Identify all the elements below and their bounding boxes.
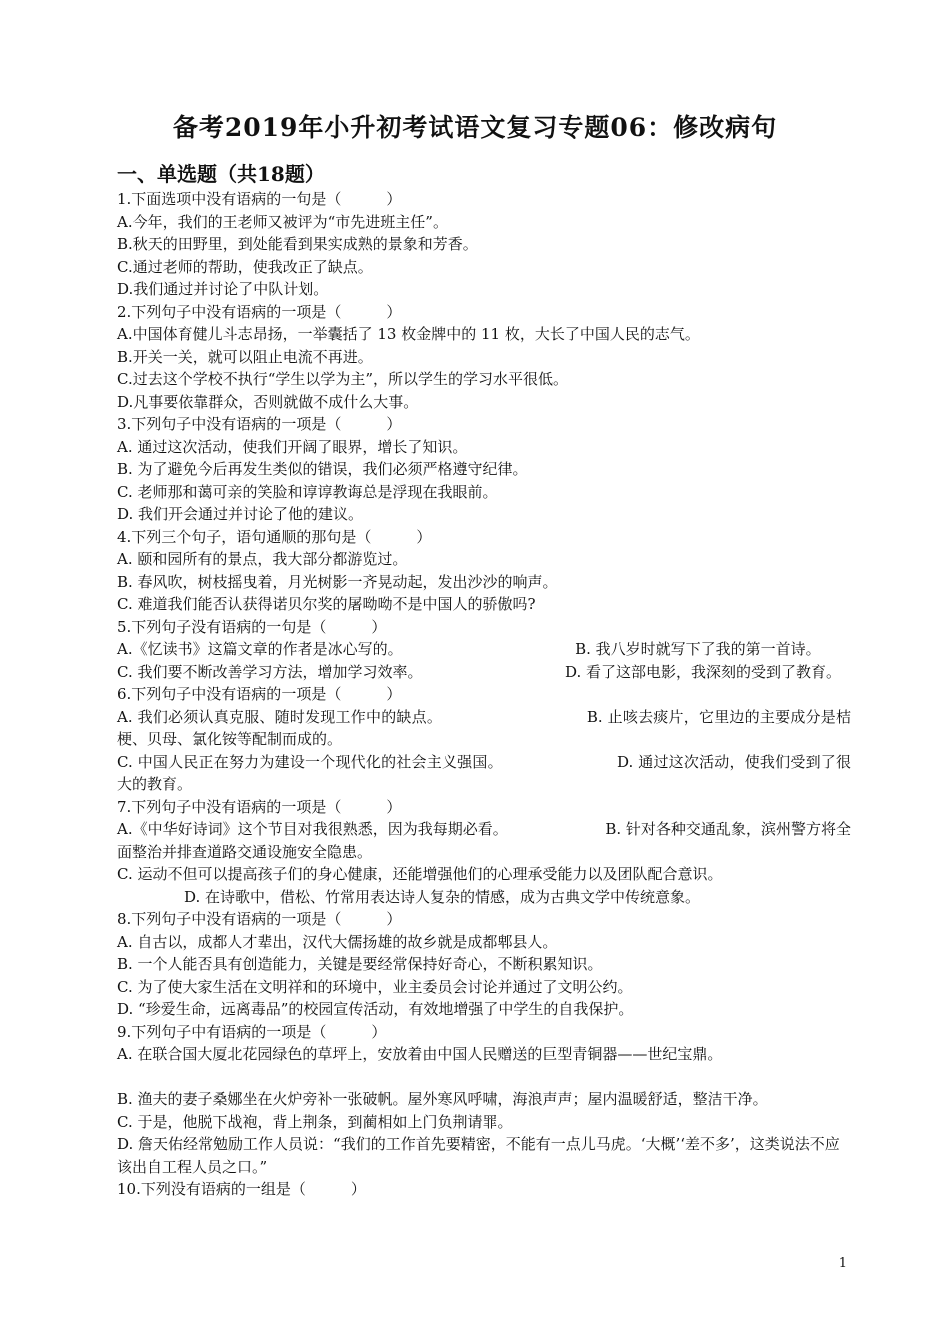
question-7-option-d: D. 在诗歌中，借松、竹常用表达诗人复杂的情感，成为古典文学中传统意象。	[184, 887, 701, 906]
question-9-option-c: C. 于是，他脱下战袍，背上荆条，到蔺相如上门负荆请罪。	[117, 1112, 513, 1131]
question-8-option-b: B. 一个人能否具有创造能力，关键是要经常保持好奇心，不断积累知识。	[117, 955, 603, 973]
page-number: 1	[838, 1256, 847, 1271]
question-1-option-a: A.今年，我们的王老师又被评为“市先进班主任”。	[117, 212, 448, 231]
question-9-option-a: A. 在联合国大厦北花园绿色的草坪上，安放着由中国人民赠送的巨型青铜器——世纪宝鼎。	[117, 1045, 723, 1063]
question-7-option-c: C. 运动不但可以提高孩子们的身心健康，还能增强他们的心理承受能力以及团队配合意识。	[117, 865, 723, 883]
question-1-option-c: C.通过老师的帮助，使我改正了缺点。	[117, 257, 373, 276]
question-9-option-b: B. 渔夫的妻子桑娜坐在火炉旁补一张破帆。屋外寒风呼啸，海浪声声；屋内温暖舒适，整洁干净。	[117, 1090, 768, 1108]
question-3-option-c: C. 老师那和蔼可亲的笑脸和谆谆教诲总是浮现在我眼前。	[117, 482, 498, 501]
question-3-stem: 3.下列句子中没有语病的一项是（ ）	[117, 415, 402, 433]
question-8-option-c: C. 为了使大家生活在文明祥和的环境中，业主委员会讨论并通过了文明公约。	[117, 977, 633, 996]
question-2-option-c: C.过去这个学校不执行“学生以学为主”，所以学生的学习水平很低。	[117, 370, 569, 388]
question-8-option-a: A. 自古以，成都人才辈出，汉代大儒扬雄的故乡就是成都郫县人。	[117, 932, 558, 951]
question-6-stem: 6.下列句子中没有语病的一项是（ ）	[117, 685, 402, 703]
question-5-stem: 5.下列句子没有语病的一句是（ ）	[117, 617, 387, 636]
question-3-option-a: A. 通过这次活动，使我们开阔了眼界，增长了知识。	[117, 437, 468, 456]
blank-line	[117, 1066, 851, 1089]
question-5-options-ab: A.《忆读书》这篇文章的作者是冰心写的。 B. 我八岁时就写下了我的第一首诗。	[117, 640, 821, 658]
question-4-option-a: A. 颐和园所有的景点，我大部分都游览过。	[117, 550, 408, 568]
question-2-option-b: B.开关一关，就可以阻止电流不再进。	[117, 347, 373, 366]
question-8-stem: 8.下列句子中没有语病的一项是（ ）	[117, 910, 402, 928]
question-7-options-ab: A.《中华好诗词》这个节目对我很熟悉，因为我每期必看。 B. 针对各种交通乱象，滨州警方将全面整治并排查道路交通设施安全隐患。	[117, 820, 851, 861]
question-1-option-b: B.秋天的田野里，到处能看到果实成熟的景象和芳香。	[117, 235, 478, 253]
question-3-option-b: B. 为了避免今后再发生类似的错误，我们必须严格遵守纪律。	[117, 460, 528, 478]
question-6-options-ab: A. 我们必须认真克服、随时发现工作中的缺点。 B. 止咳去痰片，它里边的主要成分是桔梗、贝母、氯化铵等配制而成的。	[117, 707, 851, 748]
section-heading: 一、单选题（共18题）	[117, 162, 325, 186]
question-6-options-cd: C. 中国人民正在努力为建设一个现代化的社会主义强国。 D. 通过这次活动，使我们受到了很大的教育。	[117, 752, 851, 793]
question-4-stem: 4.下列三个句子，语句通顺的那句是（ ）	[117, 527, 432, 546]
question-2-option-d: D.凡事要依靠群众，否则就做不成什么大事。	[117, 392, 419, 411]
page-title: 备考2019年小升初考试语文复习专题06：修改病句	[172, 113, 778, 142]
question-7-stem: 7.下列句子中没有语病的一项是（ ）	[117, 797, 402, 816]
question-8-option-d: D. “珍爱生命，远离毒品”的校园宣传活动，有效地增强了中学生的自我保护。	[117, 1000, 634, 1018]
question-4-option-b: B. 春风吹，树枝摇曳着，月光树影一齐晃动起，发出沙沙的响声。	[117, 572, 558, 591]
question-3-option-d: D. 我们开会通过并讨论了他的建议。	[117, 505, 364, 523]
question-1-option-d: D.我们通过并讨论了中队计划。	[117, 280, 329, 298]
question-10-stem: 10.下列没有语病的一组是（ ）	[117, 1180, 366, 1198]
question-5-options-cd: C. 我们要不断改善学习方法，增加学习效率。 D. 看了这部电影，我深刻的受到了教育。	[117, 662, 842, 681]
question-9-option-d: D. 詹天佑经常勉励工作人员说：“我们的工作首先要精密，不能有一点儿马虎。‘大概’‘差不多’，这类说法不应该出自工程人员之口。”	[117, 1135, 840, 1176]
question-list	[117, 188, 851, 1201]
question-1-stem: 1.下面选项中没有语病的一句是（ ）	[117, 190, 402, 208]
question-2-option-a: A.中国体育健儿斗志昂扬，一举囊括了 13 枚金牌中的 11 枚，大长了中国人民的志气。	[117, 325, 700, 343]
question-4-option-c: C. 难道我们能否认获得诺贝尔奖的屠呦呦不是中国人的骄傲吗?	[117, 595, 536, 613]
question-2-stem: 2.下列句子中没有语病的一项是（ ）	[117, 302, 402, 321]
question-9-stem: 9.下列句子中有语病的一项是（ ）	[117, 1022, 387, 1041]
